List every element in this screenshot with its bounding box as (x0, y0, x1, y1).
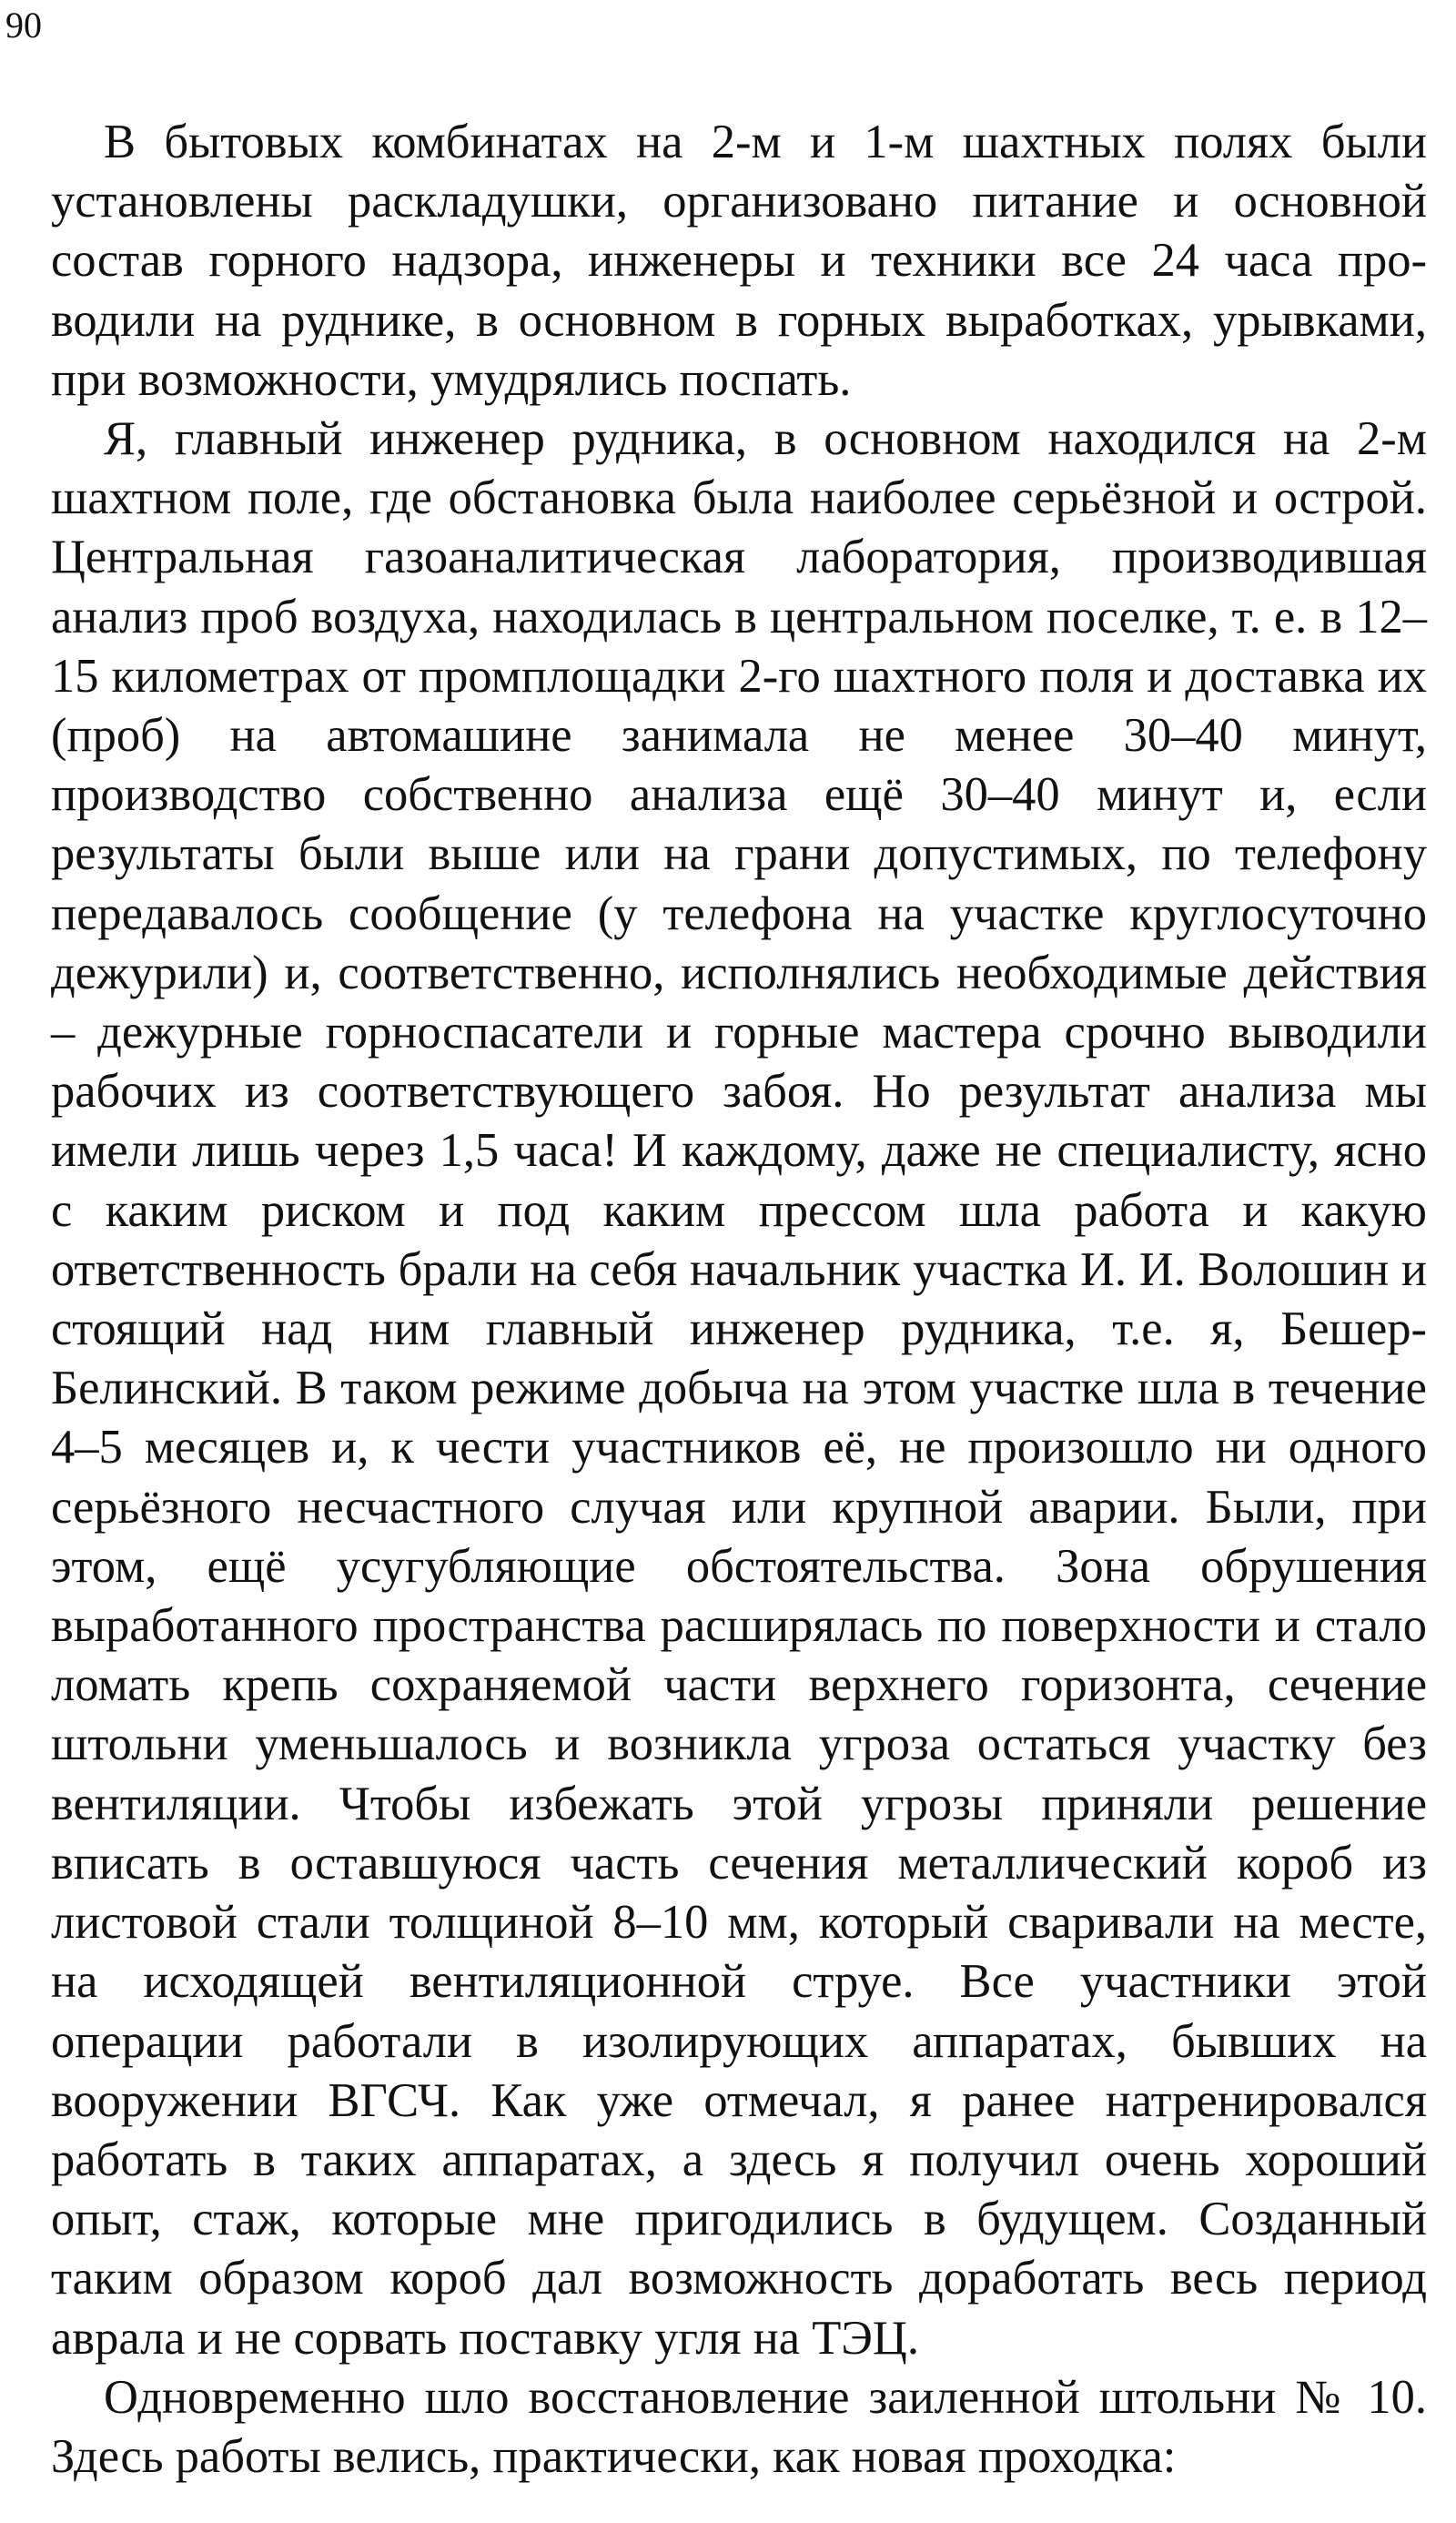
page-number: 90 (5, 5, 42, 46)
paragraph: Одновременно шло восстановление заиленной штольни № 10. Здесь работы велись, практически, как новая проходка: (51, 2370, 1427, 2483)
body-text (51, 113, 1427, 2487)
paragraph: Я, главный инженер рудника, в основном находился на 2-м шахтном поле, где обстановка была наиболее серьёзной и острой. Центральная газоаналитическая лаборатория, производившая анализ проб воздуха, находилась в центральном поселке, т. е. в 12–15 километрах от промплощадки 2-го шахтного поля и доставка их (проб) на автомашине занимала не менее 30–40 минут, производство собственно анализа ещё 30–40 минут и, если результаты были выше или на грани допустимых, по телефону передавалось сообщение (у телефона на участке круглосуточно дежурили) и, соответственно, исполнялись необходимые действия – дежурные горноспасатели и горные мастера срочно выводили рабочих из соответствующего забоя. Но результат анализа мы имели лишь через 1,5 часа! И каждому, даже не специалисту, ясно с каким риском и под каким прессом шла работа и какую ответственность брали на себя начальник участка И. И. Волошин и стоящий над ним главный инженер рудника, т.е. я, Бешер-Белинский. В таком режиме добыча на этом участке шла в течение 4–5 месяцев и, к чести участников её, не произошло ни одного серьёзного несчастного случая или крупной аварии. Были, при этом, ещё усугубляющие обстоятельства. Зона обрушения выработанного пространства расширялась по поверхности и стало ломать крепь сохраняемой части верхнего горизонта, сечение штольни уменьшалось и возникла угроза остаться участку без вентиляции. Чтобы избежать этой угрозы приняли решение вписать в оставшуюся часть сечения металлический короб из листовой стали толщиной 8–10 мм, который сваривали на месте, на исходящей вентиляционной струе. Все участники этой операции работали в изолирующих аппаратах, бывших на вооружении ВГСЧ. Как уже отмечал, я ранее натренировался работать в таких аппаратах, а здесь я получил очень хороший опыт, стаж, которые мне пригодились в будущем. Созданный таким образом короб дал возможность доработать весь период аврала и не сорвать поставку угля на ТЭЦ. (51, 412, 1427, 2365)
paragraph: В бытовых комбинатах на 2-м и 1-м шахтных полях были установлены раскладушки, организовано питание и основной состав горного надзора, инженеры и техники все 24 часа проводили на руднике, в основном в горных выработках, урывками, при возможности, умудрялись поспать. (51, 116, 1427, 406)
